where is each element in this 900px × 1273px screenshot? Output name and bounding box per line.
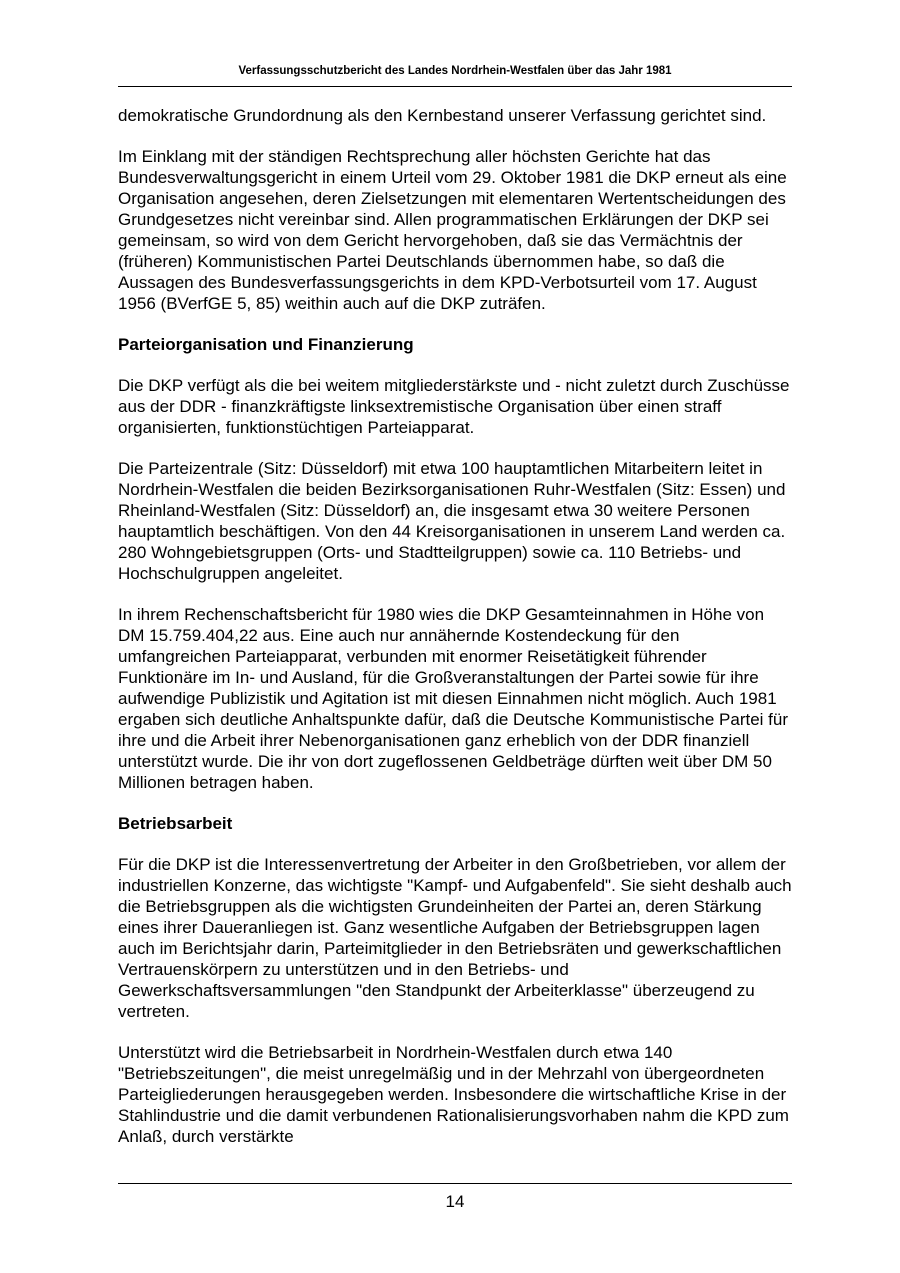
footer-rule <box>118 1183 792 1184</box>
running-header: Verfassungsschutzbericht des Landes Nordrhein-Westfalen über das Jahr 1981 <box>238 65 672 77</box>
paragraph-6: Für die DKP ist die Interessenvertretung der Arbeiter in den Großbetrieben, vor allem der industriellen Konzerne, das wichtigste "Kampf- und Aufgabenfeld". Sie sieht deshalb auch die Betriebsgruppen als die wichtigsten Grundeinheiten der Partei an, deren Stärkung eines ihrer Daueranliegen ist. Ganz wesentliche Aufgaben der Betriebsgruppen lagen auch im Berichtsjahr darin, Parteimitglieder in den Betriebsräten und gewerkschaftlichen Vertrauenskörpern zu unterstützen und in den Betriebs- und Gewerkschaftsversammlungen "den Standpunkt der Arbeiterklasse" überzeugend zu vertreten. <box>118 855 792 1021</box>
header-rule <box>118 86 792 87</box>
section-heading-betriebsarbeit: Betriebsarbeit <box>118 814 233 833</box>
paragraph-1: demokratische Grundordnung als den Kernbestand unserer Verfassung gerichtet sind. <box>118 106 767 125</box>
paragraph-3: Die DKP verfügt als die bei weitem mitgliederstärkste und - nicht zuletzt durch Zuschüsse aus der DDR - finanzkräftigste linksextremistische Organisation über einen straff organisierten, funktionstüchtigen Parteiapparat. <box>118 376 790 437</box>
paragraph-7: Unterstützt wird die Betriebsarbeit in Nordrhein-Westfalen durch etwa 140 "Betriebszeitungen", die meist unregelmäßig und in der Mehrzahl von übergeordneten Parteigliederungen herausgegeben werden. Insbesondere die wirtschaftliche Krise in der Stahlindustrie und die damit verbundenen Rationalisierungsvorhaben nahm die KPD zum Anlaß, durch verstärkte <box>118 1043 789 1146</box>
paragraph-5: In ihrem Rechenschaftsbericht für 1980 wies die DKP Gesamteinnahmen in Höhe von DM 15.759.404,22 aus. Eine auch nur annähernde Kostendeckung für den umfangreichen Parteiapparat, verbunden mit enormer Reisetätigkeit führender Funktionäre im In- und Ausland, für die Großveranstaltungen der Partei sowie für ihre aufwendige Publizistik und Agitation ist mit diesen Einnahmen nicht möglich. Auch 1981 ergaben sich deutliche Anhaltspunkte dafür, daß die Deutsche Kommunistische Partei für ihre und die Arbeit ihrer Nebenorganisationen ganz erheblich von der DDR finanziell unterstützt wurde. Die ihr von dort zugeflossenen Geldbeträge dürften weit über DM 50 Millionen betragen haben. <box>118 605 788 792</box>
paragraph-2: Im Einklang mit der ständigen Rechtsprechung aller höchsten Gerichte hat das Bundesverwaltungsgericht in einem Urteil vom 29. Oktober 1981 die DKP erneut als eine Organisation angesehen, deren Zielsetzungen mit elementaren Wertentscheidungen des Grundgesetzes nicht vereinbar sind. Allen programmatischen Erklärungen der DKP sei gemeinsam, so wird von dem Gericht hervorgehoben, daß sie das Vermächtnis der (früheren) Kommunistischen Partei Deutschlands übernommen habe, so daß die Aussagen des Bundesverfassungsgerichts in dem KPD-Verbotsurteil vom 17. August 1956 (BVerfGE 5, 85) weithin auch auf die DKP zuträfen. <box>118 147 787 313</box>
section-heading-parteiorganisation: Parteiorganisation und Finanzierung <box>118 335 414 354</box>
paragraph-4: Die Parteizentrale (Sitz: Düsseldorf) mit etwa 100 hauptamtlichen Mitarbeitern leitet in Nordrhein-Westfalen die beiden Bezirksorganisationen Ruhr-Westfalen (Sitz: Essen) und Rheinland-Westfalen (Sitz: Düsseldorf) an, die insgesamt etwa 30 weitere Personen hauptamtlich beschäftigen. Von den 44 Kreisorganisationen in unserem Land werden ca. 280 Wohngebietsgruppen (Orts- und Stadtteilgruppen) sowie ca. 110 Betriebs- und Hochschulgruppen angeleitet. <box>118 459 786 583</box>
page-number: 14 <box>445 1192 465 1211</box>
page-body <box>118 105 792 1167</box>
